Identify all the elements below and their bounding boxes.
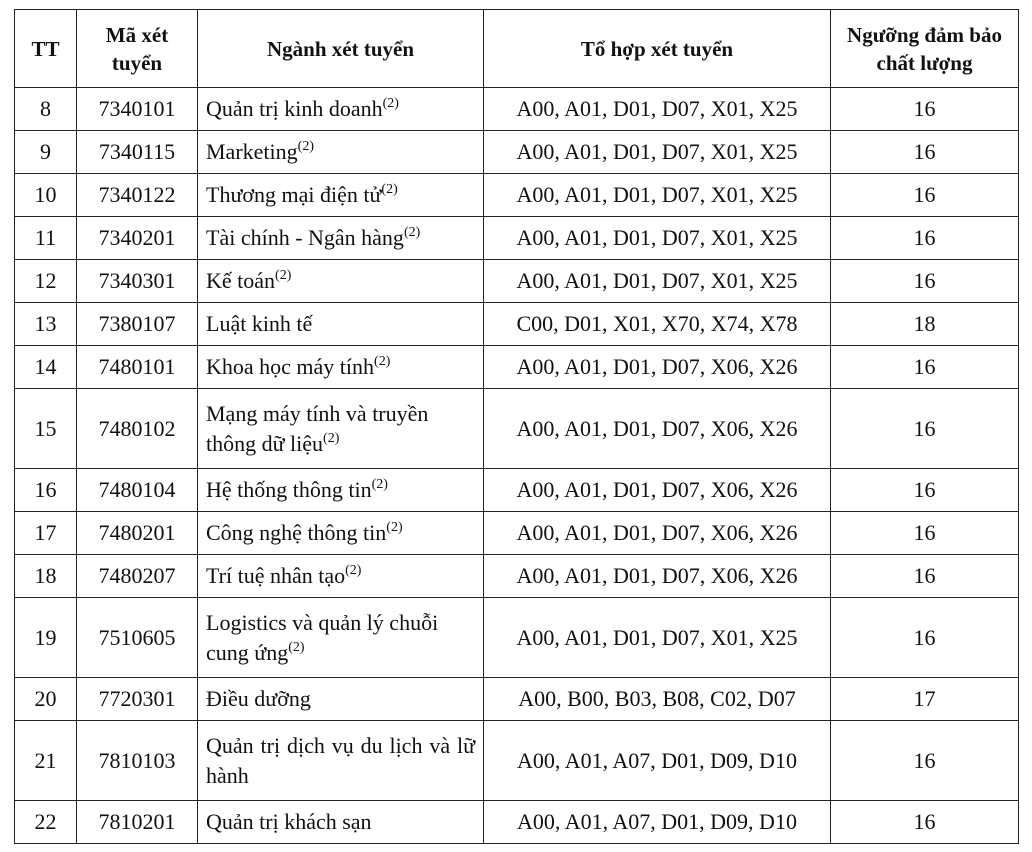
cell-combo: A00, A01, D01, D07, X01, X25 (484, 131, 831, 174)
cell-threshold: 16 (831, 174, 1019, 217)
cell-major (198, 721, 484, 801)
cell-major (198, 512, 484, 555)
major-name: Khoa học máy tính (206, 354, 375, 379)
major-name: Kế toán (206, 268, 276, 293)
cell-code: 7480104 (77, 469, 198, 512)
cell-combo: A00, A01, D01, D07, X06, X26 (484, 555, 831, 598)
cell-major (198, 469, 484, 512)
cell-threshold: 17 (831, 678, 1019, 721)
cell-threshold: 16 (831, 512, 1019, 555)
cell-code: 7480102 (77, 389, 198, 469)
table-row (15, 389, 1019, 469)
admission-table (14, 9, 1019, 844)
header-tt: TT (15, 10, 77, 88)
cell-major (198, 678, 484, 721)
cell-code: 7810201 (77, 801, 198, 844)
major-name: Hệ thống thông tin (206, 477, 372, 502)
major-name: Quản trị kinh doanh (206, 96, 383, 121)
table-row (15, 88, 1019, 131)
cell-tt: 18 (15, 555, 77, 598)
cell-combo: A00, B00, B03, B08, C02, D07 (484, 678, 831, 721)
cell-combo: A00, A01, D01, D07, X01, X25 (484, 88, 831, 131)
table-row (15, 721, 1019, 801)
header-row (15, 10, 1019, 88)
cell-threshold: 16 (831, 469, 1019, 512)
footnote-marker: (2) (386, 520, 403, 535)
cell-major (198, 260, 484, 303)
table-row (15, 469, 1019, 512)
cell-combo: A00, A01, D01, D07, X01, X25 (484, 260, 831, 303)
cell-tt: 16 (15, 469, 77, 512)
cell-major (198, 174, 484, 217)
cell-threshold: 16 (831, 346, 1019, 389)
major-name: Luật kinh tế (206, 311, 313, 336)
cell-threshold: 16 (831, 598, 1019, 678)
table-row (15, 217, 1019, 260)
cell-threshold: 16 (831, 88, 1019, 131)
cell-tt: 10 (15, 174, 77, 217)
table-row (15, 260, 1019, 303)
cell-code: 7340122 (77, 174, 198, 217)
cell-code: 7480201 (77, 512, 198, 555)
major-name: Mạng máy tính và truyền thông dữ liệu (206, 400, 429, 456)
table-row (15, 678, 1019, 721)
cell-code: 7340301 (77, 260, 198, 303)
cell-threshold: 16 (831, 217, 1019, 260)
table-row (15, 555, 1019, 598)
header-code: Mã xét tuyển (77, 10, 198, 88)
footnote-marker: (2) (381, 182, 398, 197)
cell-code: 7480101 (77, 346, 198, 389)
major-name: Quản trị dịch vụ du lịch và lữ hành (206, 732, 475, 788)
cell-tt: 19 (15, 598, 77, 678)
table-row (15, 598, 1019, 678)
cell-tt: 9 (15, 131, 77, 174)
footnote-marker: (2) (382, 96, 399, 111)
cell-tt: 20 (15, 678, 77, 721)
table-row (15, 801, 1019, 844)
cell-combo: A00, A01, D01, D07, X01, X25 (484, 174, 831, 217)
table-row (15, 131, 1019, 174)
cell-threshold: 16 (831, 389, 1019, 469)
cell-code: 7340101 (77, 88, 198, 131)
cell-major (198, 346, 484, 389)
major-name: Điều dưỡng (206, 686, 311, 711)
cell-tt: 17 (15, 512, 77, 555)
cell-tt: 22 (15, 801, 77, 844)
footnote-marker: (2) (275, 268, 292, 283)
cell-combo: A00, A01, D01, D07, X06, X26 (484, 389, 831, 469)
table-row (15, 174, 1019, 217)
cell-tt: 12 (15, 260, 77, 303)
cell-code: 7720301 (77, 678, 198, 721)
table-row (15, 512, 1019, 555)
table-row (15, 346, 1019, 389)
header-combo: Tổ hợp xét tuyển (484, 10, 831, 88)
major-name: Trí tuệ nhân tạo (206, 563, 346, 588)
cell-threshold: 16 (831, 260, 1019, 303)
cell-threshold: 16 (831, 721, 1019, 801)
cell-code: 7810103 (77, 721, 198, 801)
footnote-marker: (2) (371, 477, 388, 492)
cell-threshold: 16 (831, 801, 1019, 844)
cell-combo: A00, A01, D01, D07, X06, X26 (484, 512, 831, 555)
cell-combo: A00, A01, D01, D07, X06, X26 (484, 346, 831, 389)
table-body (15, 88, 1019, 844)
footnote-marker: (2) (297, 139, 314, 154)
cell-major (198, 131, 484, 174)
major-name: Quản trị khách sạn (206, 809, 372, 834)
major-name: Logistics và quản lý chuỗi cung ứng (206, 609, 439, 665)
cell-tt: 15 (15, 389, 77, 469)
cell-combo: A00, A01, A07, D01, D09, D10 (484, 721, 831, 801)
major-name: Tài chính - Ngân hàng (206, 225, 404, 250)
cell-code: 7480207 (77, 555, 198, 598)
cell-major (198, 555, 484, 598)
cell-major (198, 303, 484, 346)
cell-combo: C00, D01, X01, X70, X74, X78 (484, 303, 831, 346)
cell-threshold: 18 (831, 303, 1019, 346)
cell-tt: 21 (15, 721, 77, 801)
cell-major (198, 598, 484, 678)
header-major: Ngành xét tuyển (198, 10, 484, 88)
cell-tt: 13 (15, 303, 77, 346)
cell-major (198, 801, 484, 844)
cell-combo: A00, A01, A07, D01, D09, D10 (484, 801, 831, 844)
footnote-marker: (2) (403, 225, 421, 240)
cell-code: 7510605 (77, 598, 198, 678)
cell-major (198, 217, 484, 260)
major-name: Marketing (206, 139, 298, 164)
cell-combo: A00, A01, D01, D07, X01, X25 (484, 598, 831, 678)
major-name: Công nghệ thông tin (206, 520, 387, 545)
cell-combo: A00, A01, D01, D07, X06, X26 (484, 469, 831, 512)
cell-tt: 14 (15, 346, 77, 389)
major-name: Thương mại điện tử (206, 182, 382, 207)
cell-threshold: 16 (831, 555, 1019, 598)
cell-code: 7340201 (77, 217, 198, 260)
cell-tt: 11 (15, 217, 77, 260)
footnote-marker: (2) (345, 563, 362, 578)
footnote-marker: (2) (288, 639, 305, 655)
cell-tt: 8 (15, 88, 77, 131)
cell-threshold: 16 (831, 131, 1019, 174)
cell-major (198, 389, 484, 469)
footnote-marker: (2) (374, 354, 391, 369)
table-row (15, 303, 1019, 346)
cell-code: 7380107 (77, 303, 198, 346)
header-threshold: Ngưỡng đảm bảo chất lượng (831, 10, 1019, 88)
cell-major (198, 88, 484, 131)
cell-code: 7340115 (77, 131, 198, 174)
footnote-marker: (2) (323, 430, 340, 446)
cell-combo: A00, A01, D01, D07, X01, X25 (484, 217, 831, 260)
